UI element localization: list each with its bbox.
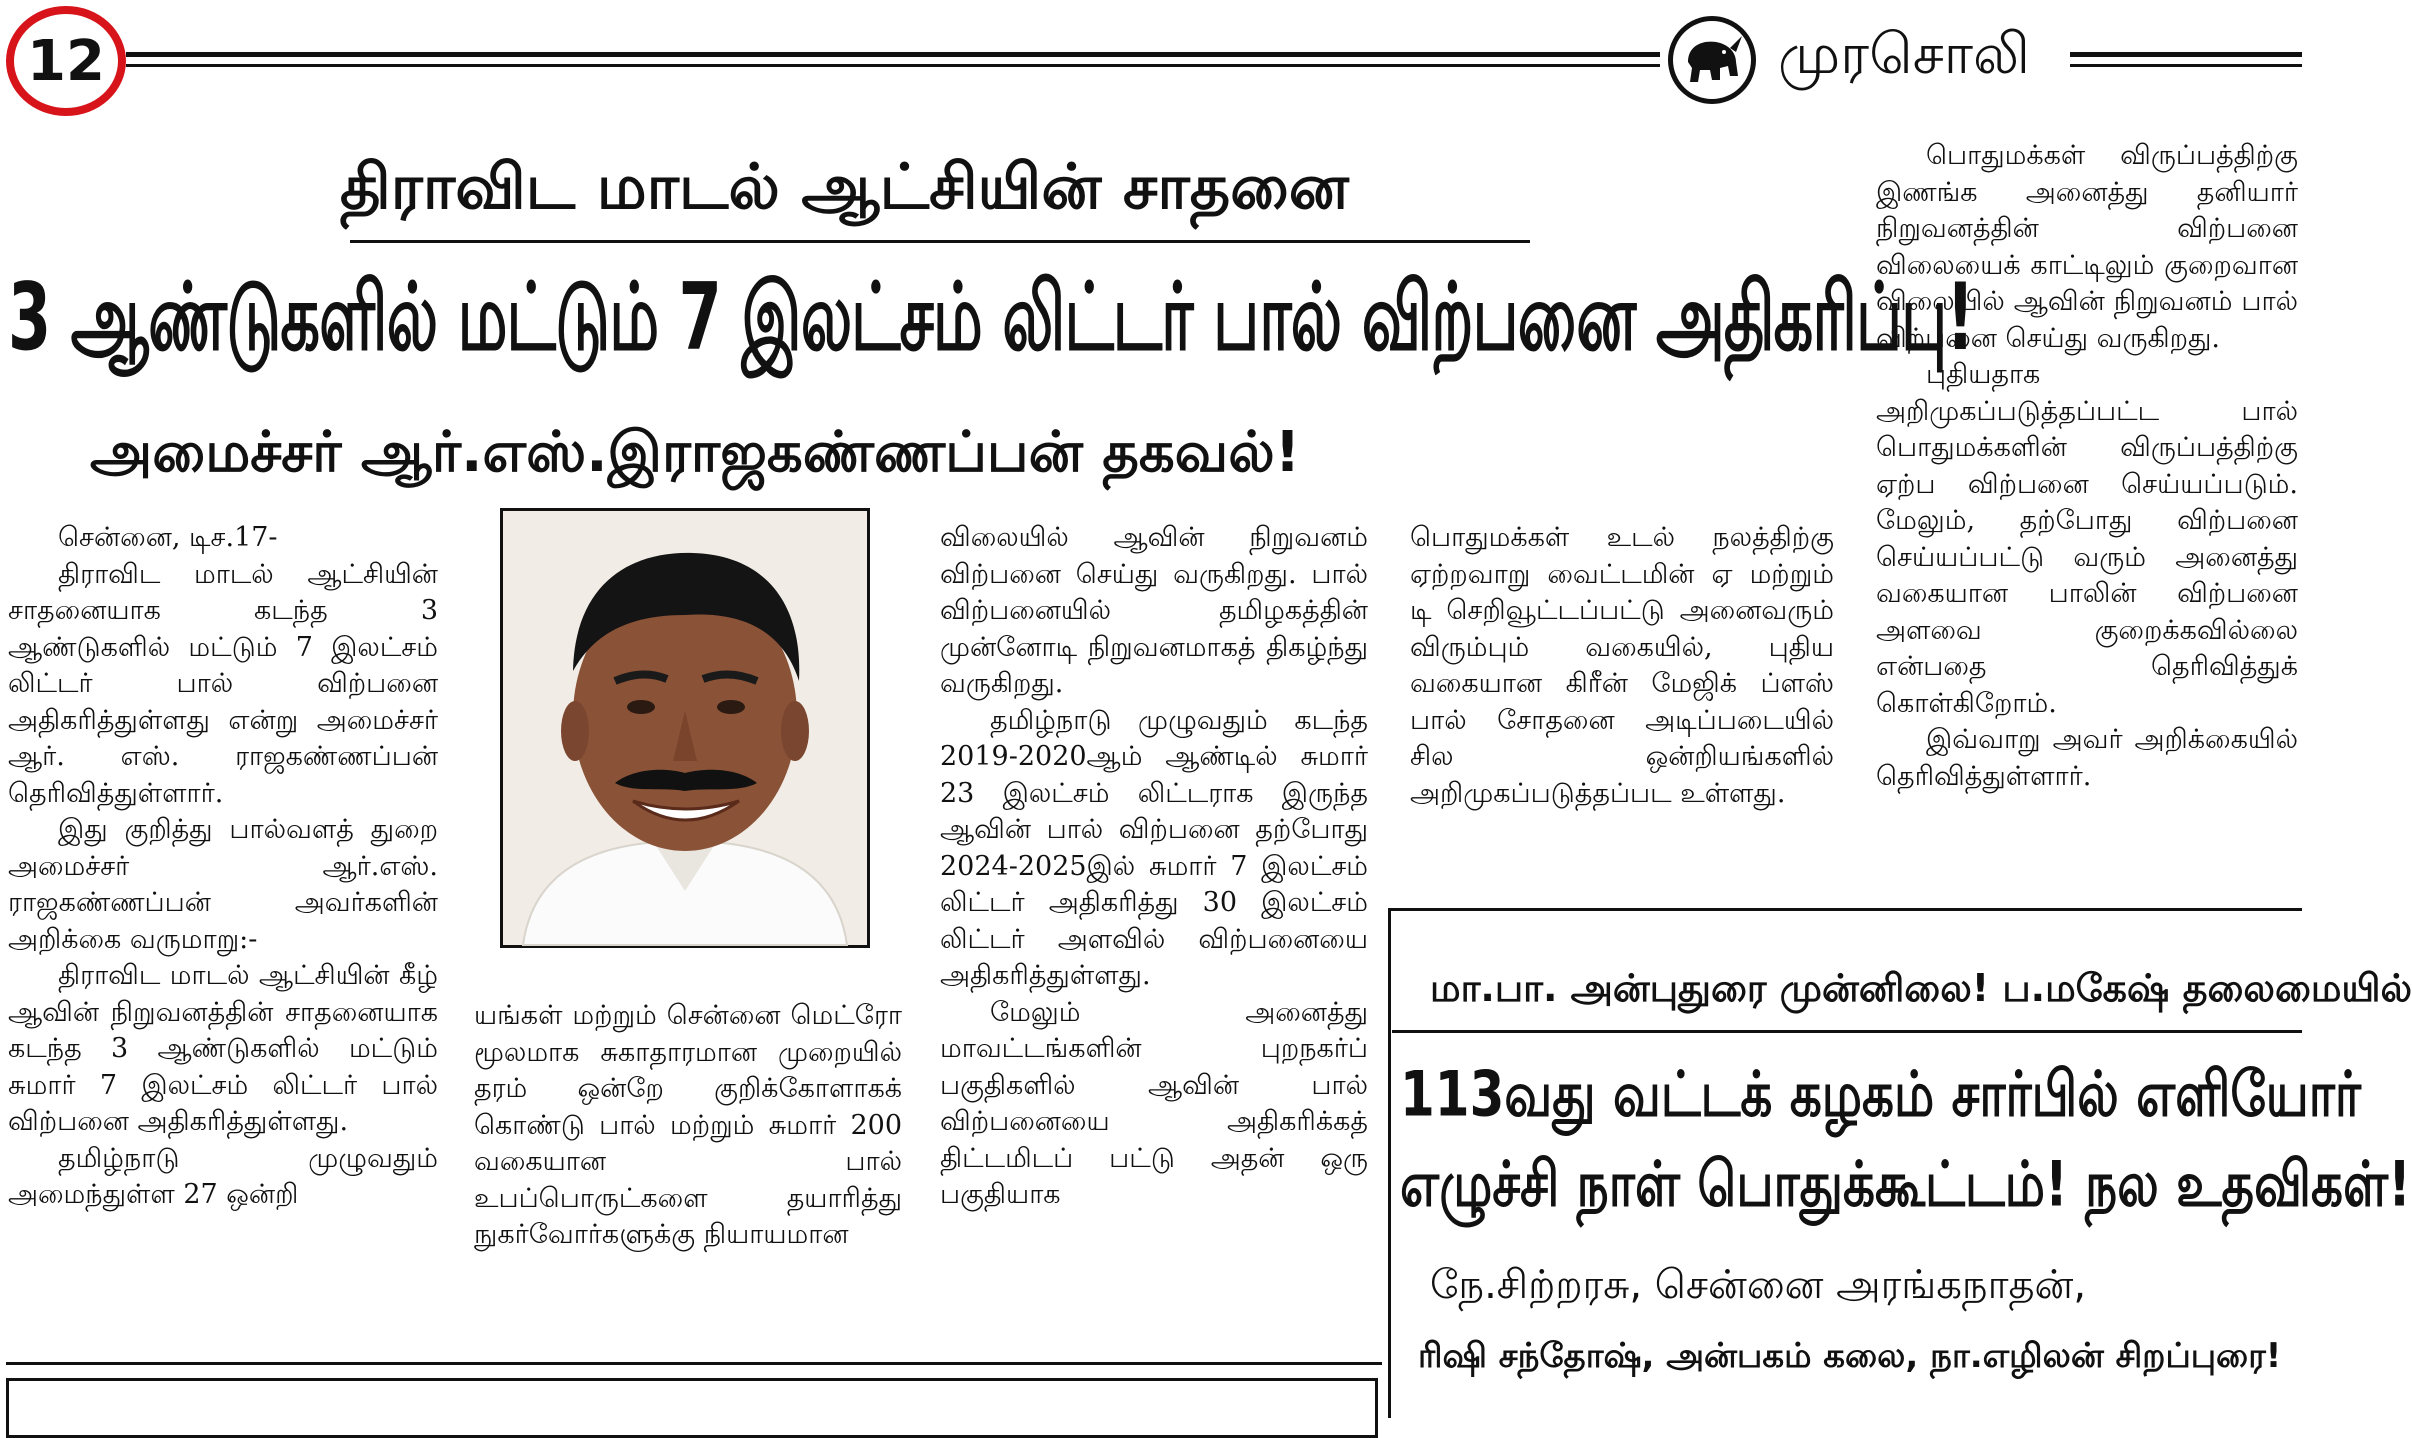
kicker-underline (350, 240, 1530, 243)
header-rule-right-top (2070, 52, 2302, 57)
article-column-2 (474, 998, 902, 1254)
article-bottom-rule (6, 1362, 1382, 1365)
paragraph: பொதுமக்கள் உடல் நலத்திற்கு ஏற்றவாறு வைட்டமின் ஏ மற்றும் டி செறிவூட்டப்பட்டு அனைவரும் விரும்பும் வகையில், புதிய வகையான கிரீன் மேஜிக் ப்ளஸ் பால் சோதனை அடிப்படையில் சில ஒன்றியங்களில் அறிமுகப்படுத்தப்பட உள்ளது. (1410, 522, 1834, 809)
article-column-3 (940, 520, 1368, 1214)
paragraph: தமிழ்நாடு முழுவதும் கடந்த 2019-2020ஆம் ஆண்டில் சுமார் 23 இலட்சம் லிட்டராக இருந்த ஆவின் பால் விற்பனை தற்போது 2024-2025இல் சுமார் 7 இலட்சம் லிட்டர் அதிகரித்து 30 இலட்சம் லிட்டர் அளவில் விற்பனையை அதிகரித்துள்ளது. (940, 704, 1368, 991)
page-number-badge (6, 6, 126, 116)
minister-photo (500, 508, 870, 948)
elephant-emblem-icon (1668, 16, 1756, 104)
paragraph: திராவிட மாடல் ஆட்சியின் கீழ் ஆவின் நிறுவனத்தின் சாதனையாக கடந்த 3 ஆண்டுகளில் மட்டும் சுமார் 7 இலட்சம் லிட்டர் பால் விற்பனை அதிகரித்துள்ளது. (8, 960, 438, 1137)
page-number: 12 (27, 28, 105, 94)
paragraph: இது குறித்து பால்வளத் துறை அமைச்சர் ஆர்.எஸ். ராஜகண்ணப்பன் அவர்களின் அறிக்கை வருமாறு:- (8, 814, 438, 955)
box-speakers-line-1: நே.சிற்றரசு, சென்னை அரங்கநாதன், (1430, 1262, 2087, 1308)
article-column-5 (1876, 138, 2298, 795)
box-speakers-line-2: ரிஷி சந்தோஷ், அன்பகம் கலை, நா.எழிலன் சிறப்புரை! (1418, 1336, 2282, 1376)
paragraph: பொதுமக்கள் விருப்பத்திற்கு இணங்க அனைத்து தனியார் நிறுவனத்தின் விற்பனை விலையைக் காட்டிலும் குறைவான விலையில் ஆவின் நிறுவனம் பால் விற்பனை செய்து வருகிறது. (1876, 140, 2298, 354)
paragraph: விலையில் ஆவின் நிறுவனம் விற்பனை செய்து வருகிறது. பால் விற்பனையில் தமிழகத்தின் முன்னோடி நிறுவனமாகத் திகழ்ந்து வருகிறது. (940, 522, 1368, 699)
box-kicker-rule (1392, 1030, 2302, 1033)
article-column-1 (8, 520, 438, 1214)
paragraph: புதியதாக அறிமுகப்படுத்தப்பட்ட பால் பொதுமக்களின் விருப்பத்திற்கு ஏற்ப விற்பனை செய்யப்படும். மேலும், தற்போது விற்பனை செய்யப்பட்டு வரும் அனைத்து வகையான பாலின் விற்பனை அளவை குறைக்கவில்லை என்பதை தெரிவித்துக் கொள்கிறோம். (1876, 359, 2298, 719)
article-subheadline: அமைச்சர் ஆர்.எஸ்.இராஜகண்ணப்பன் தகவல்! (90, 420, 1301, 485)
article-kicker: திராவிட மாடல் ஆட்சியின் சாதனை (340, 150, 1349, 223)
masthead-title: முரசொலி (1778, 22, 2030, 87)
header-rule-right-bottom (2070, 64, 2302, 67)
box-headline-line-2: எழுச்சி நாள் பொதுக்கூட்டம்! நல உதவிகள்! (1400, 1148, 2411, 1221)
article-headline: 3 ஆண்டுகளில் மட்டும் 7 இலட்சம் லிட்டர் பால் விற்பனை அதிகரிப்பு! (8, 262, 1974, 372)
paragraph: இவ்வாறு அவர் அறிக்கையில் தெரிவித்துள்ளார். (1876, 724, 2298, 792)
header-rule-left-top (126, 52, 1660, 57)
paragraph: மேலும் அனைத்து மாவட்டங்களின் புறநகர்ப் பகுதிகளில் ஆவின் பால் விற்பனையை அதிகரிக்கத் திட்டமிடப் பட்டு அதன் ஒரு பகுதியாக (940, 996, 1368, 1210)
paragraph: யங்கள் மற்றும் சென்னை மெட்ரோ மூலமாக சுகாதாரமான முறையில் தரம் ஒன்றே குறிக்கோளாகக் கொண்டு பால் மற்றும் சுமார் 200 வகையான பால் உபப்பொருட்களை தயாரித்து நுகர்வோர்களுக்கு நியாயமான (474, 1000, 902, 1250)
next-article-box (6, 1378, 1378, 1438)
paragraph: திராவிட மாடல் ஆட்சியின் சாதனையாக கடந்த 3 ஆண்டுகளில் மட்டும் 7 இலட்சம் லிட்டர் பால் விற்பனை அதிகரித்துள்ளது என்று அமைச்சர் ஆர். எஸ். ராஜகண்ணப்பன் தெரிவித்துள்ளார். (8, 558, 438, 809)
header-rule-left-bottom (126, 64, 1660, 67)
dateline: சென்னை, டிச.17- (58, 522, 278, 553)
box-kicker: மா.பா. அன்புதுரை முன்னிலை! ப.மகேஷ் தலைமையில் (1430, 966, 2412, 1010)
box-headline-line-1: 113வது வட்டக் கழகம் சார்பில் எளியோர் (1400, 1058, 2362, 1131)
paragraph: தமிழ்நாடு முழுவதும் அமைந்துள்ள 27 ஒன்றி (8, 1142, 438, 1210)
article-column-4 (1410, 520, 1834, 812)
